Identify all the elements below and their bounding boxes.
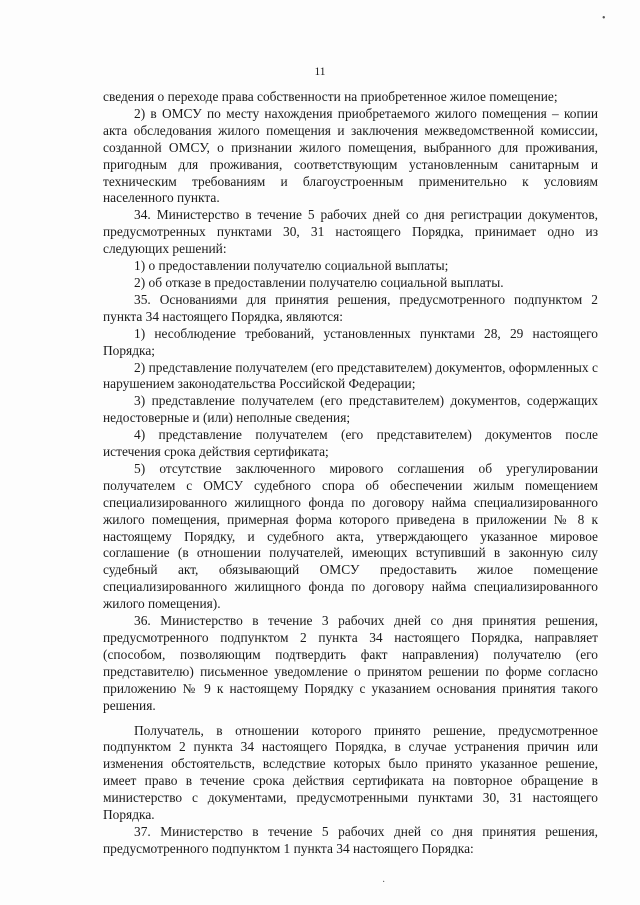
paragraph: 2) об отказе в предоставлении получателю социальной выплаты. bbox=[134, 274, 504, 290]
paragraph: 5) отсутствие заключенного мирового соглашения об урегулировании получателем с ОМСУ судебного спора об обеспечении жилым помещением специализированного жилищного фонда по договору найма специализированного жилого помещения, примерная форма которого приведена в приложении № 8 к настоящему Порядку, и судебного акта, утверждающего указанное мировое соглашение (в отношении получателей, имеющих вступивший в законную силу судебный акт, обязывающий ОМСУ предоставить жилое помещение специализированного жилищного фонда по договору найма специализированного жилого помещения). bbox=[103, 460, 598, 612]
paragraph: 1) несоблюдение требований, установленных пунктами 28, 29 настоящего Порядка; bbox=[103, 325, 598, 358]
paragraph: 3) представление получателем (его представителем) документов, содержащих недостоверные и (или) неполные сведения; bbox=[103, 393, 598, 426]
paragraph: 37. Министерство в течение 5 рабочих дней со дня принятия решения, предусмотренного подпунктом 1 пункта 34 настоящего Порядка: bbox=[103, 823, 598, 856]
paragraph: 4) представление получателем (его представителем) документов после истечения срока действия сертификата; bbox=[103, 427, 598, 460]
paragraph: Получатель, в отношении которого принято решение, предусмотренное подпунктом 2 пункта 34 настоящего Порядка, в случае устранения причин или изменения обстоятельств, вследствие которых было принято указанное решение, имеет право в течение срока действия сертификата на повторное обращение в министерство с документами, предусмотренными пунктами 30, 31 настоящего Порядка. bbox=[103, 722, 598, 823]
document-body bbox=[103, 89, 598, 858]
paragraph: 36. Министерство в течение 3 рабочих дней со дня принятия решения, предусмотренного подпунктом 2 пункта 34 настоящего Порядка, направляет (способом, позволяющим подтвердить факт направления) получателю (его представителю) письменное уведомление о принятом решении по форме согласно приложению № 9 к настоящему Порядку с указанием основания принятия такого решения. bbox=[103, 613, 598, 713]
page-number: 11 bbox=[314, 66, 326, 78]
paragraph: сведения о переходе права собственности на приобретенное жилое помещение; bbox=[103, 89, 558, 104]
paragraph: 34. Министерство в течение 5 рабочих дней со дня регистрации документов, предусмотренных пунктами 30, 31 настоящего Порядка, принимает одно из следующих решений: bbox=[103, 207, 598, 257]
scan-mark: • bbox=[602, 13, 606, 24]
paragraph: 2) представление получателем (его представителем) документов, оформленных с нарушением законодательства Российской Федерации; bbox=[103, 359, 598, 392]
scan-mark-bottom: · bbox=[382, 877, 386, 888]
paragraph: 1) о предоставлении получателю социальной выплаты; bbox=[134, 258, 449, 274]
paragraph: 35. Основаниями для принятия решения, предусмотренного подпунктом 2 пункта 34 настоящего Порядка, являются: bbox=[103, 291, 598, 324]
paragraph: 2) в ОМСУ по месту нахождения приобретаемого жилого помещения – копии акта обследования жилого помещения и заключения межведомственной комиссии, созданной ОМСУ, о признании жилого помещения, выбранного для проживания, пригодным для проживания, соответствующим установленным санитарным и техническим требованиям и благоустроенным применительно к условиям населенного пункта. bbox=[103, 105, 598, 206]
